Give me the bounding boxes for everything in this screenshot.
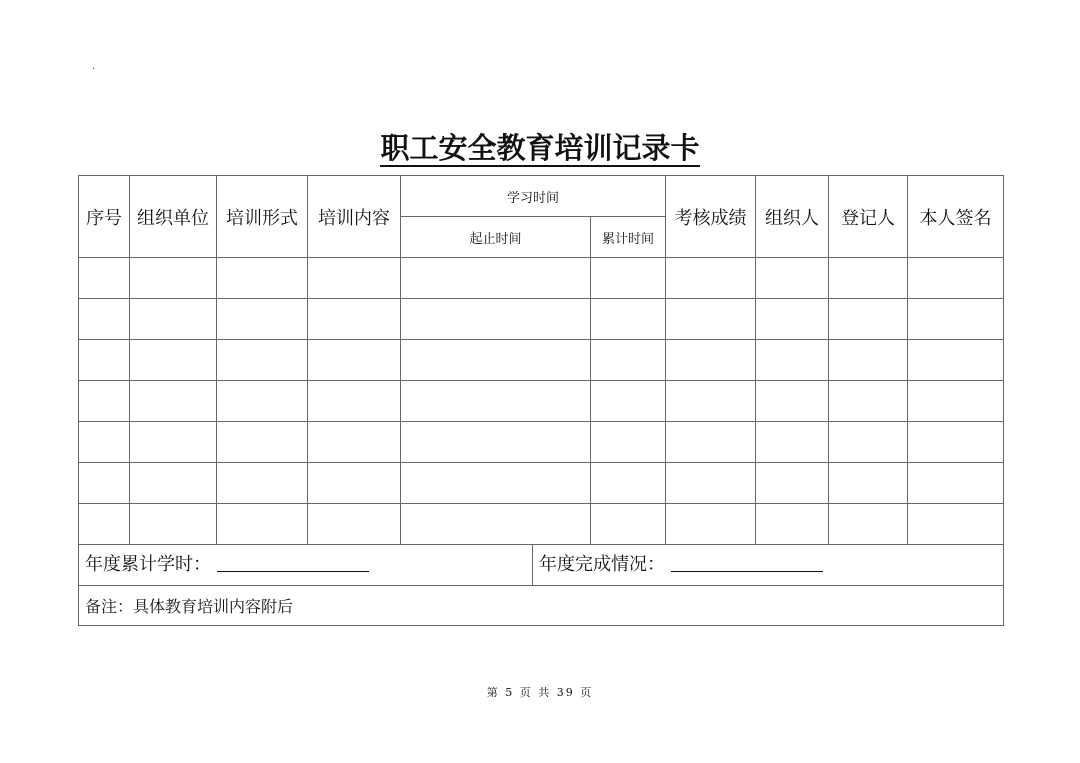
table-row bbox=[79, 258, 1004, 299]
table-cell[interactable] bbox=[401, 504, 591, 545]
table-cell[interactable] bbox=[79, 463, 130, 504]
document-title: 职工安全教育培训记录卡 bbox=[380, 131, 700, 165]
table-cell[interactable] bbox=[217, 299, 308, 340]
table-cell[interactable] bbox=[829, 463, 908, 504]
table-cell[interactable] bbox=[308, 463, 401, 504]
note-cell: 备注：具体教育培训内容附后 bbox=[79, 586, 1004, 626]
header-training-form: 培训形式 bbox=[217, 176, 308, 258]
table-cell[interactable] bbox=[130, 463, 217, 504]
table-row bbox=[79, 381, 1004, 422]
table-cell[interactable] bbox=[908, 258, 1004, 299]
table-cell[interactable] bbox=[756, 299, 829, 340]
summary-row bbox=[79, 545, 1004, 586]
table-cell[interactable] bbox=[908, 340, 1004, 381]
table-cell[interactable] bbox=[308, 422, 401, 463]
table-row bbox=[79, 463, 1004, 504]
table-cell[interactable] bbox=[217, 504, 308, 545]
header-seq: 序号 bbox=[79, 176, 130, 258]
table-cell[interactable] bbox=[666, 340, 756, 381]
table-cell[interactable] bbox=[908, 381, 1004, 422]
table-cell[interactable] bbox=[217, 381, 308, 422]
table-cell[interactable] bbox=[666, 381, 756, 422]
table-cell[interactable] bbox=[308, 340, 401, 381]
table-cell[interactable] bbox=[908, 422, 1004, 463]
table-cell[interactable] bbox=[829, 258, 908, 299]
table-cell[interactable] bbox=[756, 422, 829, 463]
table-cell[interactable] bbox=[829, 340, 908, 381]
header-row-1 bbox=[79, 176, 1004, 217]
table-cell[interactable] bbox=[829, 299, 908, 340]
header-org-unit: 组织单位 bbox=[130, 176, 217, 258]
table-cell[interactable] bbox=[591, 381, 666, 422]
table-cell[interactable] bbox=[130, 299, 217, 340]
document-title-wrapper bbox=[0, 128, 1080, 168]
table-cell[interactable] bbox=[908, 299, 1004, 340]
table-cell[interactable] bbox=[217, 340, 308, 381]
table-cell[interactable] bbox=[591, 422, 666, 463]
table-cell[interactable] bbox=[308, 258, 401, 299]
table-cell[interactable] bbox=[591, 340, 666, 381]
table-cell[interactable] bbox=[756, 463, 829, 504]
table-cell[interactable] bbox=[666, 422, 756, 463]
header-signature: 本人签名 bbox=[908, 176, 1004, 258]
table-cell[interactable] bbox=[666, 299, 756, 340]
table-cell[interactable] bbox=[130, 381, 217, 422]
table-cell[interactable] bbox=[130, 258, 217, 299]
table-cell[interactable] bbox=[756, 504, 829, 545]
table-cell[interactable] bbox=[591, 258, 666, 299]
page-footer: 第 5 页 共 39 页 bbox=[486, 686, 594, 699]
header-cumulative-time: 累计时间 bbox=[591, 217, 666, 258]
table-cell[interactable] bbox=[130, 340, 217, 381]
table-row bbox=[79, 422, 1004, 463]
table-cell[interactable] bbox=[79, 422, 130, 463]
table-cell[interactable] bbox=[401, 422, 591, 463]
table-cell[interactable] bbox=[756, 258, 829, 299]
table-cell[interactable] bbox=[308, 504, 401, 545]
table-cell[interactable] bbox=[401, 381, 591, 422]
table-row bbox=[79, 504, 1004, 545]
annual-completion-label: 年度完成情况： bbox=[539, 554, 665, 575]
annual-completion-field bbox=[533, 545, 987, 585]
table-cell[interactable] bbox=[217, 422, 308, 463]
table-cell[interactable] bbox=[666, 504, 756, 545]
table-cell[interactable] bbox=[591, 504, 666, 545]
summary-cell bbox=[79, 545, 1004, 586]
table-cell[interactable] bbox=[591, 463, 666, 504]
table-cell[interactable] bbox=[130, 504, 217, 545]
table-cell[interactable] bbox=[217, 463, 308, 504]
table-cell[interactable] bbox=[829, 422, 908, 463]
annual-hours-label: 年度累计学时： bbox=[85, 554, 211, 575]
table-cell[interactable] bbox=[666, 463, 756, 504]
header-registrar: 登记人 bbox=[829, 176, 908, 258]
table-cell[interactable] bbox=[401, 258, 591, 299]
table-cell[interactable] bbox=[79, 381, 130, 422]
table-cell[interactable] bbox=[401, 463, 591, 504]
header-exam-score: 考核成绩 bbox=[666, 176, 756, 258]
table-cell[interactable] bbox=[401, 340, 591, 381]
table-cell[interactable] bbox=[79, 340, 130, 381]
table-cell[interactable] bbox=[308, 381, 401, 422]
table-cell[interactable] bbox=[79, 504, 130, 545]
table-cell[interactable] bbox=[79, 299, 130, 340]
table-row bbox=[79, 340, 1004, 381]
table-cell[interactable] bbox=[908, 463, 1004, 504]
table-cell[interactable] bbox=[908, 504, 1004, 545]
training-record-table bbox=[78, 175, 1004, 626]
header-start-end-time: 起止时间 bbox=[401, 217, 591, 258]
annual-hours-field bbox=[79, 545, 533, 585]
header-study-time: 学习时间 bbox=[401, 176, 666, 217]
table-cell[interactable] bbox=[666, 258, 756, 299]
page-dot-mark: . bbox=[92, 61, 96, 72]
note-row bbox=[79, 586, 1004, 626]
table-cell[interactable] bbox=[829, 381, 908, 422]
header-training-content: 培训内容 bbox=[308, 176, 401, 258]
table-row bbox=[79, 299, 1004, 340]
table-cell[interactable] bbox=[217, 258, 308, 299]
annual-hours-blank[interactable] bbox=[217, 553, 369, 572]
table-cell[interactable] bbox=[130, 422, 217, 463]
annual-completion-blank[interactable] bbox=[671, 553, 823, 572]
table-cell[interactable] bbox=[756, 340, 829, 381]
header-organizer: 组织人 bbox=[756, 176, 829, 258]
table-cell[interactable] bbox=[591, 299, 666, 340]
table-cell[interactable] bbox=[79, 258, 130, 299]
table-cell[interactable] bbox=[756, 381, 829, 422]
table-cell[interactable] bbox=[829, 504, 908, 545]
table-cell[interactable] bbox=[308, 299, 401, 340]
table-cell[interactable] bbox=[401, 299, 591, 340]
